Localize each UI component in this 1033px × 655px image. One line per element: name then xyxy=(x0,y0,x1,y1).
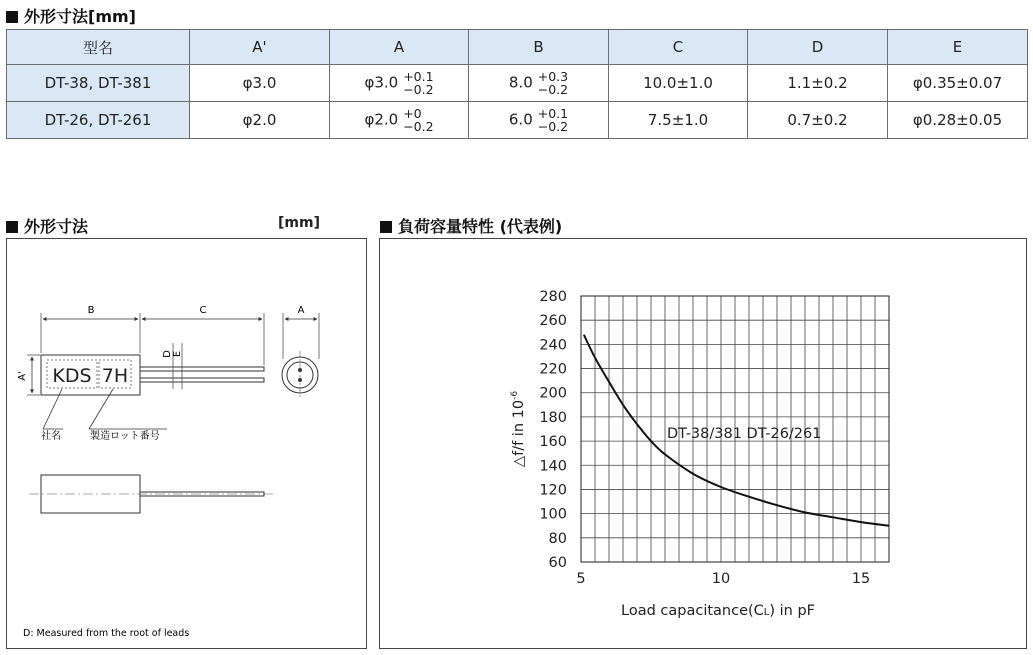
chart-section-title: 負荷容量特性 (代表例) xyxy=(380,214,562,237)
cell-a-prime: φ3.0 xyxy=(190,65,330,102)
header-b: B xyxy=(469,30,609,65)
dim-label-a-prime: A' xyxy=(17,371,28,381)
tolerance-upper: +0 xyxy=(403,106,422,121)
tolerance xyxy=(403,107,433,133)
y-tick-label: 60 xyxy=(548,555,567,571)
cell-c: 10.0±1.0 xyxy=(609,65,748,102)
y-axis-label-exp: -6 xyxy=(510,390,520,400)
y-tick-label: 280 xyxy=(539,289,567,305)
x-axis-label xyxy=(621,603,815,619)
drawing-unit: [mm] xyxy=(278,215,320,231)
header-a: A xyxy=(330,30,469,65)
dim-label-a: A xyxy=(297,305,305,316)
dim-label-c: C xyxy=(199,305,207,316)
drawing-section-title: 外形寸法 xyxy=(6,214,88,237)
lead-lower xyxy=(140,378,264,382)
y-tick-label: 80 xyxy=(548,530,567,547)
cell-model: DT-38, DT-381 xyxy=(7,65,190,102)
x-axis-label-main: Load capacitance(C xyxy=(621,603,764,619)
tolerance xyxy=(538,107,568,133)
value-main: 8.0 xyxy=(508,73,533,92)
lead-upper xyxy=(140,367,264,371)
cell-d: 0.7±0.2 xyxy=(748,102,888,139)
cell-b xyxy=(469,102,609,139)
x-axis-label-tail: ) in pF xyxy=(769,603,815,619)
tolerance-upper: +0.3 xyxy=(537,69,569,84)
y-tick-label: 120 xyxy=(539,482,567,499)
dimension-table xyxy=(6,29,1028,139)
series-annotation: DT-38/381 DT-26/261 xyxy=(667,426,822,442)
outline-drawing xyxy=(7,239,366,648)
header-d: D xyxy=(748,30,888,65)
table-row xyxy=(7,65,1028,102)
y-tick-label: 180 xyxy=(539,409,567,426)
y-tick-label: 100 xyxy=(539,506,567,523)
table-header-row xyxy=(7,30,1028,65)
y-axis-label-main: △f/f in 10 xyxy=(511,399,527,468)
square-bullet-icon xyxy=(6,221,18,233)
cell-a-prime: φ2.0 xyxy=(190,102,330,139)
cell-b xyxy=(469,65,609,102)
x-tick-label: 15 xyxy=(851,571,871,587)
tolerance-lower: −0.2 xyxy=(403,119,434,134)
cell-a xyxy=(330,65,469,102)
value-main: φ3.0 xyxy=(364,73,399,92)
header-e: E xyxy=(888,30,1028,65)
square-bullet-icon xyxy=(380,221,392,233)
callout-lot: 製造ロット番号 xyxy=(90,431,160,442)
dim-label-b: B xyxy=(87,305,95,316)
chart-panel xyxy=(379,238,1027,649)
table-section-title: 外形寸法[mm] xyxy=(6,4,136,27)
dim-label-d: D xyxy=(162,350,173,358)
cell-d: 1.1±0.2 xyxy=(748,65,888,102)
tolerance-upper: +0.1 xyxy=(403,69,434,84)
cell-e: φ0.35±0.07 xyxy=(888,65,1028,102)
cell-model: DT-26, DT-261 xyxy=(7,102,190,139)
y-axis-label xyxy=(510,391,527,467)
tolerance xyxy=(538,70,568,96)
marking-company: KDS xyxy=(52,365,92,387)
y-tick-label: 220 xyxy=(539,361,567,378)
header-model: 型名 xyxy=(7,30,190,65)
value-main: φ2.0 xyxy=(364,110,399,129)
tolerance-lower: −0.2 xyxy=(537,119,569,134)
cell-e: φ0.28±0.05 xyxy=(888,102,1028,139)
value-main: 6.0 xyxy=(508,110,533,129)
x-tick-label: 5 xyxy=(576,571,586,587)
table-row xyxy=(7,102,1028,139)
tolerance xyxy=(403,70,433,96)
drawing-panel xyxy=(6,238,367,649)
x-axis-label-sub: L xyxy=(763,607,770,618)
header-a-prime: A' xyxy=(190,30,330,65)
x-tick-label: 10 xyxy=(711,571,731,587)
callout-company: 社名 xyxy=(41,431,61,442)
marking-lot: 7H xyxy=(101,365,129,387)
y-tick-label: 200 xyxy=(539,385,567,402)
footnote: D: Measured from the root of leads xyxy=(23,628,190,639)
dim-label-e: E xyxy=(172,350,183,358)
square-bullet-icon xyxy=(6,11,18,23)
tolerance-upper: +0.1 xyxy=(537,106,569,121)
x-tick-labels xyxy=(576,571,870,587)
y-tick-labels xyxy=(539,289,567,571)
y-tick-label: 260 xyxy=(539,313,567,330)
tolerance-lower: −0.2 xyxy=(403,82,434,97)
tolerance-lower: −0.2 xyxy=(537,82,569,97)
header-c: C xyxy=(609,30,748,65)
y-tick-label: 160 xyxy=(539,434,567,451)
cell-a xyxy=(330,102,469,139)
y-tick-label: 240 xyxy=(539,337,567,354)
y-tick-label: 140 xyxy=(539,458,567,475)
cell-c: 7.5±1.0 xyxy=(609,102,748,139)
load-capacitance-chart xyxy=(380,239,1026,648)
